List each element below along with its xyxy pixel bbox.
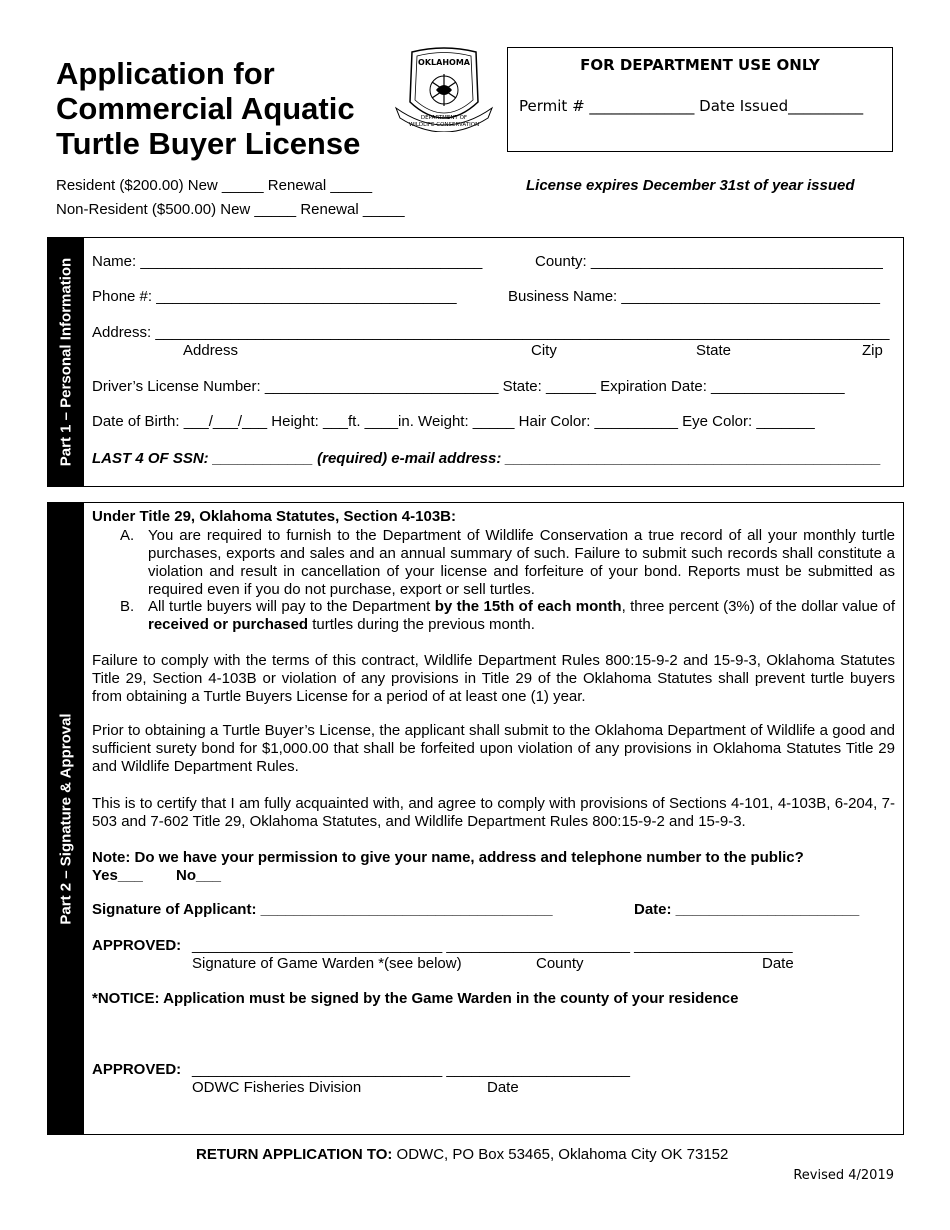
svg-text:WILDLIFE CONSERVATION: WILDLIFE CONSERVATION <box>408 122 480 128</box>
odwc-seal-logo <box>392 46 496 132</box>
applicant-signature-field[interactable]: Signature of Applicant: ___________________________________ <box>92 901 553 918</box>
form-title: Application for Commercial Aquatic Turtle Buyer License <box>56 56 361 161</box>
item-b-letter: B. <box>120 598 135 615</box>
bond-paragraph: Prior to obtaining a Turtle Buyer’s License, the applicant shall submit to the Oklahoma Department of Wildlife a good and sufficient surety bond for $1,000.00 that shall be forfeited upon violation of any provisions in Oklahoma Statutes Title 29 and Wildlife Department Rules. <box>92 722 895 775</box>
game-warden-notice: *NOTICE: Application must be signed by the Game Warden in the county of your residence <box>92 990 739 1007</box>
resident-fee-line[interactable]: Resident ($200.00) New _____ Renewal _____ <box>56 177 373 194</box>
drivers-license-field[interactable]: Driver’s License Number: ____________________________ State: ______ Expiration Date: ________________ <box>92 378 845 395</box>
item-b-part3: , three percent (3%) of the dollar value of <box>621 598 896 615</box>
item-b-received: received or purchased <box>148 616 309 633</box>
county-field[interactable]: County: ___________________________________ <box>535 253 883 270</box>
nonresident-fee-line[interactable]: Non-Resident ($500.00) New _____ Renewal _____ <box>56 201 405 218</box>
fisheries-date-sublabel: Date <box>487 1079 519 1096</box>
item-a-letter: A. <box>120 527 135 544</box>
statute-heading: Under Title 29, Oklahoma Statutes, Section 4-103B: <box>92 508 456 525</box>
physical-description-field[interactable]: Date of Birth: ___/___/___ Height: ___ft. ____in. Weight: _____ Hair Color: __________ Eye Color: _______ <box>92 413 815 430</box>
part1-label: Part 1 – Personal Information <box>57 257 75 467</box>
item-b-deadline: by the 15th of each month <box>434 598 622 615</box>
permit-date-issued-line: Permit # ______________ Date Issued__________ <box>519 97 864 115</box>
warden-approval-lines[interactable]: ______________________________ ______________________ ___________________ <box>192 937 793 954</box>
part2-label: Part 2 – Signature & Approval <box>57 712 75 925</box>
business-name-field[interactable]: Business Name: _______________________________ <box>508 288 880 305</box>
item-b-text <box>148 598 895 634</box>
address-sublabel: Address <box>183 342 239 359</box>
permission-note: Note: Do we have your permission to give your name, address and telephone number to the public? <box>92 849 804 866</box>
approved-label-warden: APPROVED: <box>92 937 182 954</box>
department-use-box <box>507 47 893 152</box>
item-a-text: You are required to furnish to the Department of Wildlife Conservation a true record of all your monthly turtle purchases, exports and sales and an annual summary of such. Failure to submit such records shall constitute a violation and result in cancellation of your license and forfeiture of your bond. Reports must be submitted as required even if you do not purchase, export or sell turtles. <box>148 527 895 598</box>
return-address-text: ODWC, PO Box 53465, Oklahoma City OK 73152 <box>392 1146 729 1163</box>
approved-label-fisheries: APPROVED: <box>92 1061 182 1078</box>
warden-date-sublabel: Date <box>762 955 794 972</box>
warden-county-sublabel: County <box>536 955 584 972</box>
address-field[interactable]: Address: ________________________________________________________________________________________ <box>92 324 890 341</box>
ssn-email-field[interactable]: LAST 4 OF SSN: ____________ (required) e-mail address: _____________________________________________ <box>92 450 881 467</box>
phone-field[interactable]: Phone #: ____________________________________ <box>92 288 457 305</box>
failure-paragraph: Failure to comply with the terms of this contract, Wildlife Department Rules 800:15-9-2 and 15-9-3, Oklahoma Statutes Title 29, Section 4-103B or violation of any provisions in Title 29 of the Oklahoma Statutes shall prevent turtle buyers from obtaining a Turtle Buyers License for a period of at least one (1) year. <box>92 652 895 705</box>
department-use-title: FOR DEPARTMENT USE ONLY <box>580 56 820 74</box>
revision-date: Revised 4/2019 <box>793 1168 894 1183</box>
certify-paragraph: This is to certify that I am fully acquainted with, and agree to comply with provisions of Sections 4-101, 4-103B, 6-204, 7- 503 and 7-602 Title 29, Oklahoma Statutes, and Wildlife Department Rules 800:15-9-2 and 15-9-3. <box>92 795 895 830</box>
warden-signature-sublabel: Signature of Game Warden *(see below) <box>192 955 462 972</box>
return-label: RETURN APPLICATION TO: <box>196 1146 393 1163</box>
name-field[interactable]: Name: _________________________________________ <box>92 253 483 270</box>
license-expiration-note: License expires December 31st of year issued <box>526 177 855 194</box>
return-address <box>196 1146 728 1163</box>
item-b-part5: turtles during the previous month. <box>308 616 535 633</box>
svg-text:DEPARTMENT OF: DEPARTMENT OF <box>420 115 468 121</box>
fisheries-approval-lines[interactable]: ______________________________ ______________________ <box>192 1061 630 1078</box>
city-sublabel: City <box>531 342 557 359</box>
state-sublabel: State <box>696 342 732 359</box>
svg-text:OKLAHOMA: OKLAHOMA <box>418 58 470 67</box>
item-b-part1: All turtle buyers will pay to the Department <box>148 598 435 615</box>
part1-side-bar <box>48 238 84 486</box>
part2-side-bar <box>48 503 84 1134</box>
fisheries-division-sublabel: ODWC Fisheries Division <box>192 1079 362 1096</box>
zip-sublabel: Zip <box>862 342 883 359</box>
permission-yes[interactable]: Yes___ <box>92 867 143 884</box>
permission-no[interactable]: No___ <box>176 867 222 884</box>
signature-date-field[interactable]: Date: ______________________ <box>634 901 860 918</box>
